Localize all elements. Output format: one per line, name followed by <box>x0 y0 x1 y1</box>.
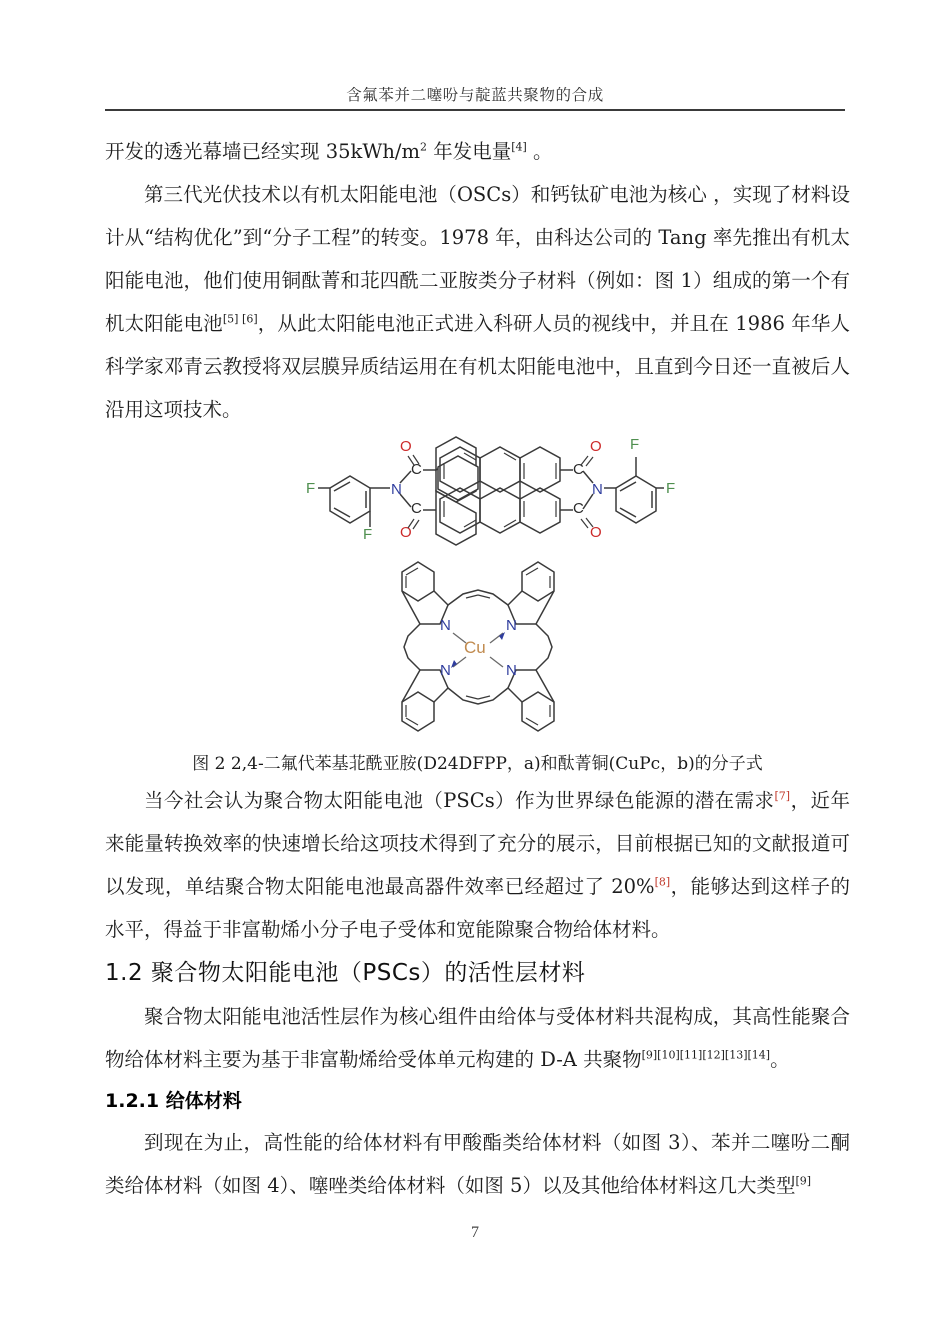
page-number: 7 <box>471 1224 479 1241</box>
citation-ref-5-6: [5] [6] <box>222 312 258 326</box>
citation-ref-8: [8] <box>654 875 671 889</box>
para-text-2a: 第三代光伏技术以有机太阳能电池（OSCs）和钙钛矿电池为核心 ，实现了材料设计从“结构优化”到“分子工程”的转变。1978 年，由科达公司的 Tang 率先推出有机太阳能电池，他们使用铜酞菁和苝四酰二亚胺类分子材料（例如：图 1）组成的第一个有机太阳能电池 <box>105 183 850 335</box>
atom-label-f-right-2: F <box>665 480 675 497</box>
para-text-2b: ，从此太阳能电池正式进入科研人员的视线中，并且在 1986 年华人科学家邓青云教授将双层膜异质结运用在有机太阳能电池中，且直到今日还一直被后人沿用这项技术。 <box>105 312 850 421</box>
citation-ref-4: [4] <box>511 140 527 154</box>
para-text-4b: 。 <box>770 1048 790 1071</box>
figure-2-caption: 图 2 2,4-二氟代苯基苝酰亚胺(D24DFPP，a)和酞菁铜(CuPc，b)的分子式 <box>192 754 763 774</box>
atom-label-o-left-top: O <box>399 438 412 455</box>
paragraph-active-layer <box>105 995 850 1081</box>
atom-label-c-left-top: C <box>410 461 422 478</box>
molecule-cupc-diagram <box>105 550 850 749</box>
figure-2 <box>105 431 850 779</box>
atom-label-n-top-right: N <box>505 617 517 634</box>
para-text-1a: 开发的透光幕墙已经实现 35kWh/m <box>105 140 420 163</box>
citation-ref-9-last: [9] <box>795 1174 812 1188</box>
perylene-diimide-structure <box>278 431 678 546</box>
atom-label-c-right-top: C <box>572 461 584 478</box>
para-text-3b: ，近年来能量转换效率的快速增长给这项技术得到了充分的展示，目前根据已知的文献报道可以发现，单结聚合物太阳能电池最高器件效率已经超过了 20% <box>105 789 850 898</box>
running-header <box>105 86 845 111</box>
paragraph-donor-materials <box>105 1121 850 1207</box>
paragraph-intro <box>105 130 850 173</box>
section-heading-1-2-1: 1.2.1 给体材料 <box>105 1090 242 1112</box>
atom-label-n-bottom-left: N <box>439 662 451 679</box>
header-divider <box>105 109 845 111</box>
paragraph-psc-demand <box>105 779 850 951</box>
atom-label-cu: Cu <box>463 638 486 657</box>
atom-label-f-left-2: F <box>362 526 372 543</box>
atom-label-n-bottom-right: N <box>505 662 517 679</box>
atom-label-n-top-left: N <box>439 617 451 634</box>
section-heading-1-2: 1.2 聚合物太阳能电池（PSCs）的活性层材料 <box>105 960 586 986</box>
para-text-3c: ，能够达到这样子的水平，得益于非富勒烯小分子电子受体和宽能隙聚合物给体材料。 <box>105 875 850 941</box>
atom-label-o-right-bottom: O <box>589 524 602 541</box>
para-text-1b: 年发电量 <box>427 140 512 163</box>
atom-label-n-right: N <box>591 481 603 498</box>
page-footer <box>0 1222 950 1242</box>
document-body <box>105 130 850 1207</box>
atom-label-o-right-top: O <box>589 438 602 455</box>
header-title: 含氟苯并二噻吩与靛蓝共聚物的合成 <box>346 86 604 104</box>
copper-phthalocyanine-structure <box>378 550 578 745</box>
citation-ref-7: [7] <box>774 789 791 803</box>
para-text-1c: 。 <box>526 140 553 163</box>
paragraph-third-generation <box>105 173 850 431</box>
atom-label-f-left-1: F <box>305 480 315 497</box>
para-text-3a: 当今社会认为聚合物太阳能电池（PSCs）作为世界绿色能源的潜在需求 <box>144 789 775 812</box>
unit-superscript: 2 <box>420 140 427 154</box>
atom-label-c-right-bottom: C <box>572 500 584 517</box>
para-text-5a: 到现在为止，高性能的给体材料有甲酸酯类给体材料（如图 3）、苯并二噻吩二酮类给体材料（如图 4）、噻唑类给体材料（如图 5）以及其他给体材料这几大类型 <box>105 1131 850 1197</box>
molecule-d24dfpp-diagram <box>105 431 850 550</box>
citation-ref-9-14: [9][10][11][12][13][14] <box>641 1048 771 1062</box>
atom-label-c-left-bottom: C <box>410 500 422 517</box>
para-text-4a: 聚合物太阳能电池活性层作为核心组件由给体与受体材料共混构成，其高性能聚合物给体材料主要为基于非富勒烯给受体单元构建的 D-A 共聚物 <box>105 1005 850 1071</box>
atom-label-n-left: N <box>390 481 402 498</box>
atom-label-f-right-1: F <box>629 436 639 453</box>
atom-label-o-left-bottom: O <box>399 524 412 541</box>
